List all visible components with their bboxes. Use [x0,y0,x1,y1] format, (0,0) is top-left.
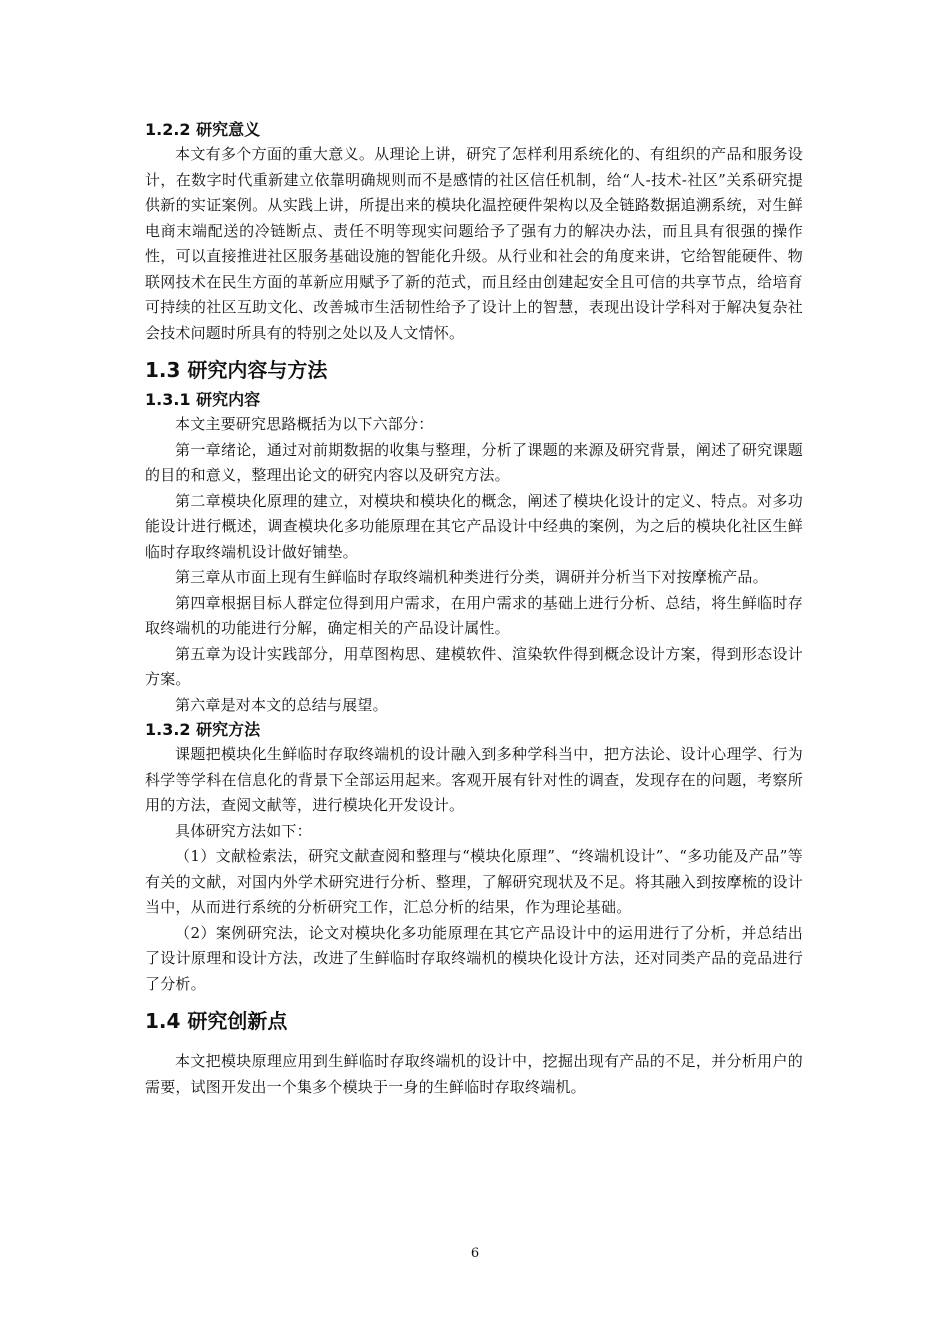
heading-1-3-2: 1.3.2 研究方法 [145,720,261,739]
paragraph-chapter-4: 第四章根据目标人群定位得到用户需求，在用户需求的基础上进行分析、总结，将生鲜临时存取终端机的功能进行分解，确定相关的产品设计属性。 [145,593,803,637]
paragraph-chapter-2: 第二章模块化原理的建立，对模块和模块化的概念，阐述了模块化设计的定义、特点。对多功能设计进行概述，调查模块化多功能原理在其它产品设计中经典的案例，为之后的模块化社区生鲜临时存取终端机设计做好铺垫。 [145,491,803,561]
heading-1-2-2: 1.2.2 研究意义 [145,120,261,139]
page-number: 6 [470,1246,480,1261]
paragraph-chapter-3: 第三章从市面上现有生鲜临时存取终端机种类进行分类，调研并分析当下对按摩梳产品。 [175,568,768,586]
document-body [145,118,803,1100]
heading-1-3-1: 1.3.1 研究内容 [145,390,261,409]
heading-1-3: 1.3 研究内容与方法 [145,358,328,382]
paragraph-method-case-study: （2）案例研究法，论文对模块化多功能原理在其它产品设计中的运用进行了分析，并总结出了设计原理和设计方法，改进了生鲜临时存取终端机的模块化设计方法，还对同类产品的竞品进行了分析。 [145,923,803,993]
heading-1-4: 1.4 研究创新点 [145,1009,288,1033]
paragraph-methods-list-intro: 具体研究方法如下： [175,821,312,840]
paragraph-innovation: 本文把模块原理应用到生鲜临时存取终端机的设计中，挖掘出现有产品的不足，并分析用户的需要，试图开发出一个集多个模块于一身的生鲜临时存取终端机。 [145,1052,803,1096]
paragraph-method-literature: （1）文献检索法，研究文献查阅和整理与“模块化原理”、“终端机设计”、“多功能及产品”等有关的文献，对国内外学术研究进行分析、整理，了解研究现状及不足。将其融入到按摩梳的设计当中，从而进行系统的分析研究工作，汇总分析的结果，作为理论基础。 [145,847,803,916]
paragraph-chapter-1: 第一章绪论，通过对前期数据的收集与整理，分析了课题的来源及研究背景，阐述了研究课题的目的和意义，整理出论文的研究内容以及研究方法。 [145,440,803,484]
paragraph-chapter-6: 第六章是对本文的总结与展望。 [175,695,388,714]
paragraph-content-intro: 本文主要研究思路概括为以下六部分： [175,415,434,433]
paragraph-methods-intro: 课题把模块化生鲜临时存取终端机的设计融入到多种学科当中，把方法论、设计心理学、行为科学等学科在信息化的背景下全部运用起来。客观开展有针对性的调查，发现存在的问题，考察所用的方法，查阅文献等，进行模块化开发设计。 [145,745,803,814]
paragraph-significance: 本文有多个方面的重大意义。从理论上讲，研究了怎样利用系统化的、有组织的产品和服务设计，在数字时代重新建立依靠明确规则而不是感情的社区信任机制，给“人-技术-社区”关系研究提供新的实证案例。从实践上讲，所提出来的模块化温控硬件架构以及全链路数据追溯系统，对生鲜电商末端配送的冷链断点、责任不明等现实问题给予了强有力的解决办法，而且具有很强的操作性，可以直接推进社区服务基础设施的智能化升级。从行业和社会的角度来讲，它给智能硬件、物联网技术在民生方面的革新应用赋予了新的范式，而且经由创建起安全且可信的共享节点，给培育可持续的社区互助文化、改善城市生活韧性给予了设计上的智慧，表现出设计学科对于解决复杂社会技术问题时所具有的特别之处以及人文情怀。 [145,145,803,342]
paragraph-chapter-5: 第五章为设计实践部分，用草图构思、建模软件、渲染软件得到概念设计方案，得到形态设计方案。 [145,644,803,688]
